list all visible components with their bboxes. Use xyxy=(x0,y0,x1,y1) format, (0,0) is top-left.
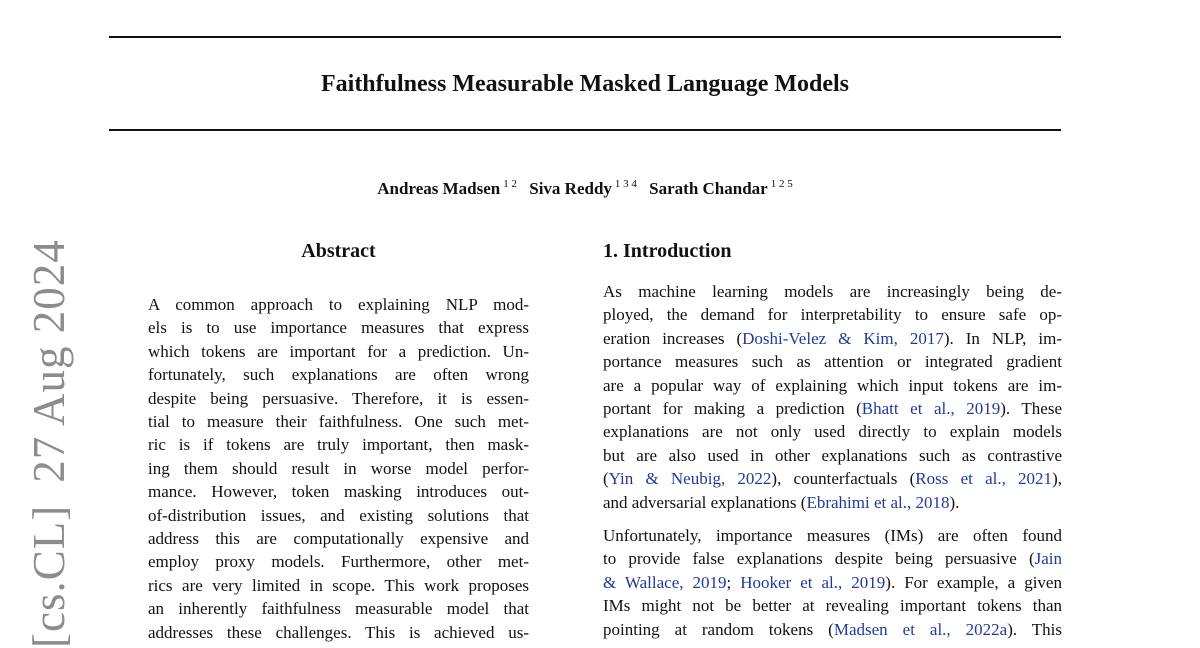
paragraph-line xyxy=(603,491,1062,514)
text-run: and adversarial explanations ( xyxy=(603,492,807,512)
author-chandar xyxy=(649,179,793,198)
abstract-line: which tokens are important for a prediction. Un- xyxy=(148,341,529,361)
paragraph-line: IMs might not be better at revealing important tokens than xyxy=(603,596,1062,616)
abstract-line: ric is if tokens are truly important, then mask- xyxy=(148,435,529,455)
author-affiliation: 1 3 4 xyxy=(614,178,637,190)
text-run: ). xyxy=(949,492,960,512)
citation-link[interactable]: Yin & Neubig, 2022 xyxy=(608,469,772,489)
abstract-line: A common approach to explaining NLP mod- xyxy=(148,295,529,314)
paragraph-line: are a popular way of explaining which input tokens are im- xyxy=(603,375,1062,395)
author-name: Sarath Chandar xyxy=(649,179,768,198)
abstract-line: despite being persuasive. Therefore, it is essen- xyxy=(148,388,529,408)
text-run: to provide false explanations despite being persuasive ( xyxy=(603,549,1035,569)
abstract-line: an inherently faithfulness measurable model that xyxy=(148,599,529,619)
abstract-line: of-distribution issues, and existing solutions that xyxy=(148,505,529,525)
arxiv-identifier-stamp xyxy=(24,239,74,648)
paragraph-line xyxy=(603,547,1062,570)
abstract-line: els is to use importance measures that express xyxy=(148,318,529,338)
text-run: ; xyxy=(726,572,741,592)
introduction-paragraph-2 xyxy=(603,524,1062,641)
paragraph-line xyxy=(603,618,1062,641)
introduction-heading: 1. Introduction xyxy=(603,240,732,262)
paragraph-line xyxy=(603,397,1062,420)
abstract-line: address this are computationally expensive and xyxy=(148,529,529,549)
paragraph-line xyxy=(603,327,1062,350)
paragraph-line: explanations are not only used directly to explain models xyxy=(603,422,1062,442)
text-run: ). These xyxy=(1000,399,1062,419)
abstract-line: employ proxy models. Furthermore, other met- xyxy=(148,552,529,572)
paragraph-line: ployed, the demand for interpretability to ensure safe op- xyxy=(603,305,1062,325)
citation-link[interactable]: Bhatt et al., 2019 xyxy=(861,399,1001,419)
author-reddy xyxy=(529,179,637,198)
abstract-line: rics are very limited in scope. This work proposes xyxy=(148,575,529,595)
title-bottom-rule xyxy=(109,129,1061,131)
citation-link[interactable]: Madsen et al., 2022a xyxy=(833,619,1008,639)
citation-link[interactable]: Doshi-Velez & Kim, 2017 xyxy=(742,328,944,348)
text-run: ), counterfactuals ( xyxy=(771,469,916,489)
citation-link[interactable]: & Wallace, 2019 xyxy=(603,572,727,592)
paragraph-line: As machine learning models are increasingly being de- xyxy=(603,282,1062,301)
abstract-body xyxy=(148,293,529,644)
text-run: eration increases ( xyxy=(603,328,743,348)
text-run: portant for making a prediction ( xyxy=(603,399,862,419)
paragraph-line xyxy=(603,571,1062,594)
abstract-heading: Abstract xyxy=(301,240,376,262)
citation-link[interactable]: Jain xyxy=(1034,549,1062,569)
abstract-line: addresses these challenges. This is achieved us- xyxy=(148,622,529,642)
text-run: ). This xyxy=(1007,619,1063,639)
text-run: pointing at random tokens ( xyxy=(603,619,834,639)
paragraph-line: but are also used in other explanations such as contrastive xyxy=(603,445,1062,465)
introduction-paragraph-1 xyxy=(603,280,1062,514)
citation-link[interactable]: Ross et al., 2021 xyxy=(915,469,1053,489)
paragraph-line: portance measures such as attention or integrated gradient xyxy=(603,352,1062,372)
text-run: ( xyxy=(603,469,609,489)
author-madsen xyxy=(377,179,517,198)
author-name: Andreas Madsen xyxy=(377,179,501,198)
citation-link[interactable]: Ebrahimi et al., 2018 xyxy=(806,492,950,512)
text-run: ), xyxy=(1052,469,1062,489)
arxiv-date: 27 Aug 2024 xyxy=(24,239,74,483)
author-list xyxy=(109,172,1061,201)
paragraph-line xyxy=(603,467,1062,490)
text-run: ). For example, a given xyxy=(885,572,1062,592)
abstract-line: ing them should result in worse model perfor- xyxy=(148,458,529,478)
abstract-line: fortunately, such explanations are often wrong xyxy=(148,365,529,385)
text-run: ). In NLP, im- xyxy=(943,328,1062,348)
author-affiliation: 1 2 5 xyxy=(770,178,793,190)
title-top-rule xyxy=(109,36,1061,38)
abstract-line: mance. However, token masking introduces out- xyxy=(148,482,529,502)
arxiv-category: [cs.CL] xyxy=(24,504,74,648)
paragraph-line: Unfortunately, importance measures (IMs) are often found xyxy=(603,526,1062,545)
paper-title: Faithfulness Measurable Masked Language Models xyxy=(320,71,850,97)
citation-link[interactable]: Hooker et al., 2019 xyxy=(740,572,886,592)
author-affiliation: 1 2 xyxy=(503,178,517,190)
abstract-line: tial to measure their faithfulness. One such met- xyxy=(148,412,529,432)
author-name: Siva Reddy xyxy=(529,179,612,198)
